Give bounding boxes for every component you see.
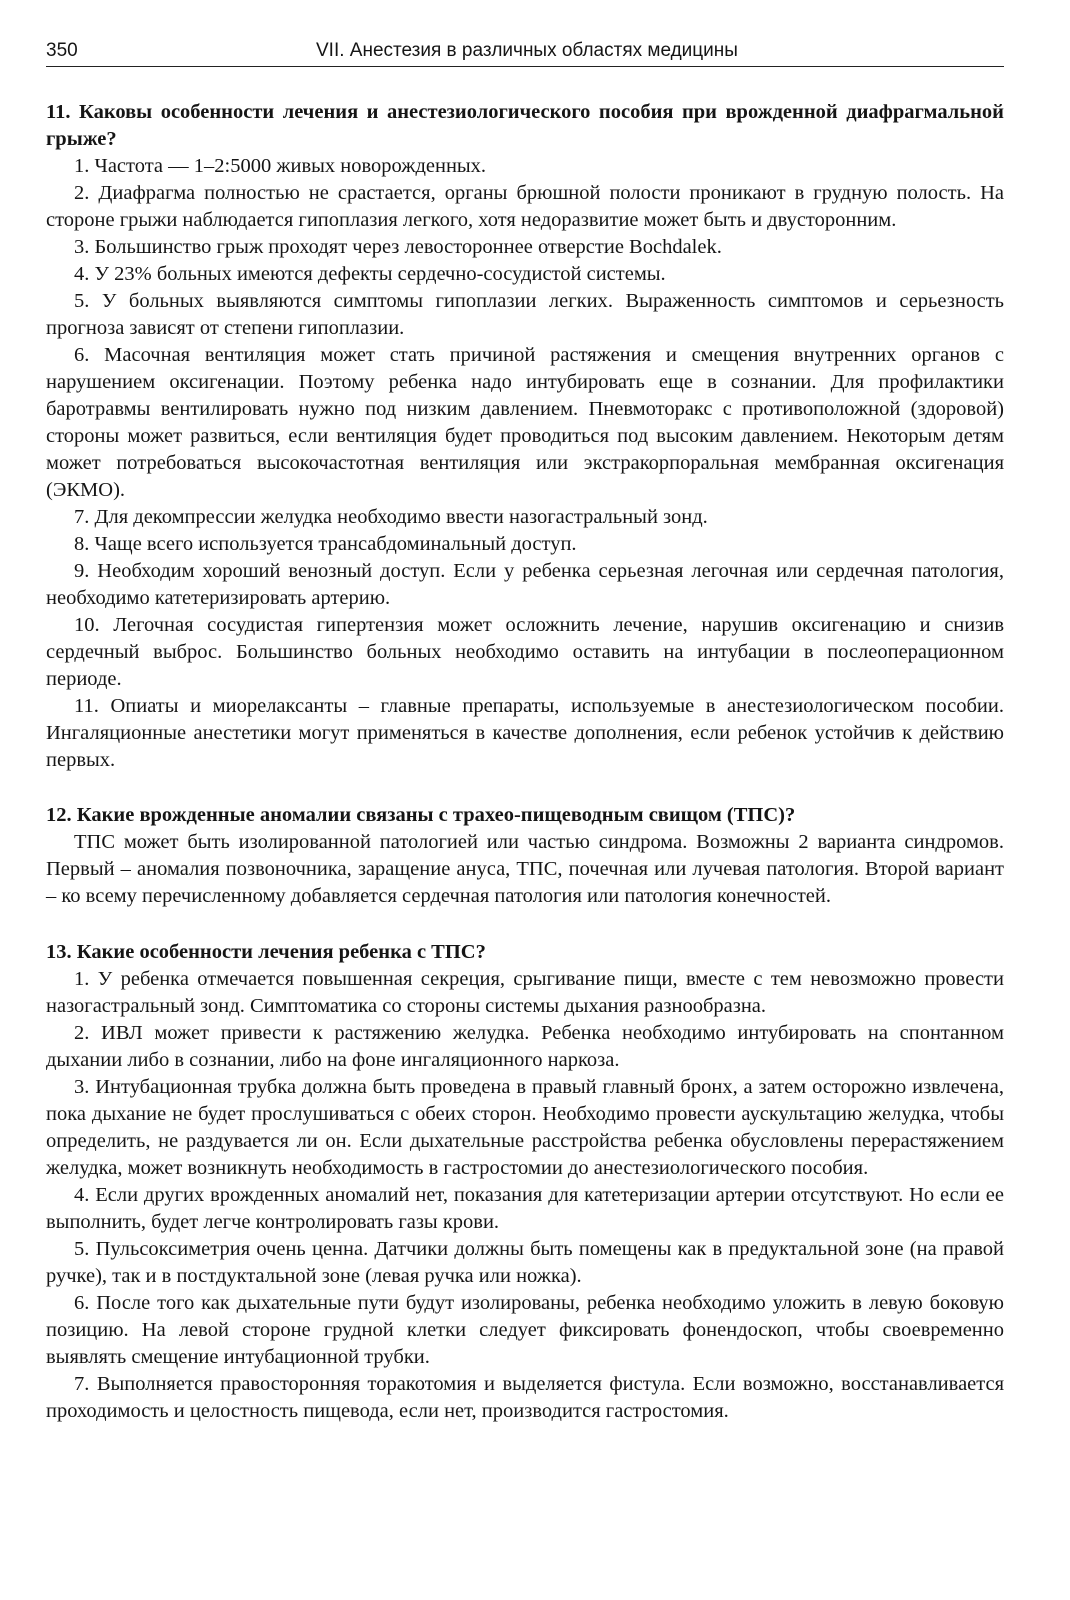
section-12	[46, 802, 1004, 910]
answer-paragraph: 1. У ребенка отмечается повышенная секреция, срыгивание пищи, вместе с тем невозможно провести назогастральный зонд. Симптоматика со стороны системы дыхания разнообразна.	[46, 968, 1004, 1017]
answer-paragraph: 2. ИВЛ может привести к растяжению желудка. Ребенка необходимо интубировать на спонтанном дыхании либо в сознании, либо на фоне ингаляционного наркоза.	[46, 1022, 1004, 1071]
answer-paragraph: 8. Чаще всего используется трансабдоминальный доступ.	[74, 533, 577, 555]
section-11	[46, 99, 1004, 774]
answer-paragraph: 4. У 23% больных имеются дефекты сердечно-сосудистой системы.	[74, 263, 666, 285]
running-head	[46, 36, 1004, 67]
section-13	[46, 939, 1004, 1425]
answer-paragraph: ТПС может быть изолированной патологией или частью синдрома. Возможны 2 варианта синдромов. Первый – аномалия позвоночника, заращение ануса, ТПС, почечная или лучевая патология. Второй вариант – ко всему перечисленному добавляется сердечная патология или патология конечностей.	[46, 831, 1004, 907]
page-number: 350	[46, 40, 78, 61]
question-title: 11. Каковы особенности лечения и анестезиологического пособия при врожденной диафрагмальной грыже?	[46, 101, 1004, 150]
answer-paragraph: 7. Выполняется правосторонняя торакотомия и выделяется фистула. Если возможно, восстанавливается проходимость и целостность пищевода, если нет, производится гастростомия.	[46, 1373, 1004, 1422]
book-page	[46, 36, 1004, 1425]
answer-paragraph: 9. Необходим хороший венозный доступ. Если у ребенка серьезная легочная или сердечная патология, необходимо катетеризировать артерию.	[46, 560, 1004, 609]
question-title: 12. Какие врожденные аномалии связаны с трахео-пищеводным свищом (ТПС)?	[46, 804, 796, 826]
answer-paragraph: 3. Интубационная трубка должна быть проведена в правый главный бронх, а затем осторожно извлечена, пока дыхание не будет прослушиваться с обеих сторон. Необходимо провести аускультацию желудка, чтобы определить, не раздувается ли он. Если дыхательные расстройства ребенка обусловлены перерастяжением желудка, может возникнуть необходимость в гастростомии до анестезиологического пособия.	[46, 1076, 1004, 1179]
answer-paragraph: 6. После того как дыхательные пути будут изолированы, ребенка необходимо уложить в левую боковую позицию. На левой стороне грудной клетки следует фиксировать фонендоскоп, чтобы своевременно выявлять смещение интубационной трубки.	[46, 1292, 1004, 1368]
answer-paragraph: 6. Масочная вентиляция может стать причиной растяжения и смещения внутренних органов с нарушением оксигенации. Поэтому ребенка надо интубировать еще в сознании. Для профилактики баротравмы вентилировать нужно под низким давлением. Пневмоторакс с противоположной (здоровой) стороны может развиться, если вентиляция будет проводиться под высоким давлением. Некоторым детям может потребоваться высокочастотная вентиляция или экстракорпоральная мембранная оксигенация (ЭКМО).	[46, 344, 1004, 501]
answer-paragraph: 2. Диафрагма полностью не срастается, органы брюшной полости проникают в грудную полость. На стороне грыжи наблюдается гипоплазия легкого, хотя недоразвитие может быть и двусторонним.	[46, 182, 1004, 231]
chapter-title: VII. Анестезия в различных областях медицины	[316, 40, 738, 61]
answer-paragraph: 4. Если других врожденных аномалий нет, показания для катетеризации артерии отсутствуют. Но если ее выполнить, будет легче контролировать газы крови.	[46, 1184, 1004, 1233]
answer-paragraph: 7. Для декомпрессии желудка необходимо ввести назогастральный зонд.	[74, 506, 708, 528]
answer-paragraph: 11. Опиаты и миорелаксанты – главные препараты, используемые в анестезиологическом пособии. Ингаляционные анестетики могут применяться в качестве дополнения, если ребенок устойчив к действию первых.	[46, 695, 1004, 771]
answer-paragraph: 5. У больных выявляются симптомы гипоплазии легких. Выраженность симптомов и серьезность прогноза зависят от степени гипоплазии.	[46, 290, 1004, 339]
answer-paragraph: 3. Большинство грыж проходят через левостороннее отверстие Bochdalek.	[74, 236, 722, 258]
question-title: 13. Какие особенности лечения ребенка с ТПС?	[46, 941, 486, 963]
answer-paragraph: 10. Легочная сосудистая гипертензия может осложнить лечение, нарушив оксигенацию и снизив сердечный выброс. Большинство больных необходимо оставить на интубации в послеоперационном периоде.	[46, 614, 1004, 690]
answer-paragraph: 1. Частота — 1–2:5000 живых новорожденных.	[74, 155, 487, 177]
answer-paragraph: 5. Пульсоксиметрия очень ценна. Датчики должны быть помещены как в предуктальной зоне (на правой ручке), так и в постдуктальной зоне (левая ручка или ножка).	[46, 1238, 1004, 1287]
